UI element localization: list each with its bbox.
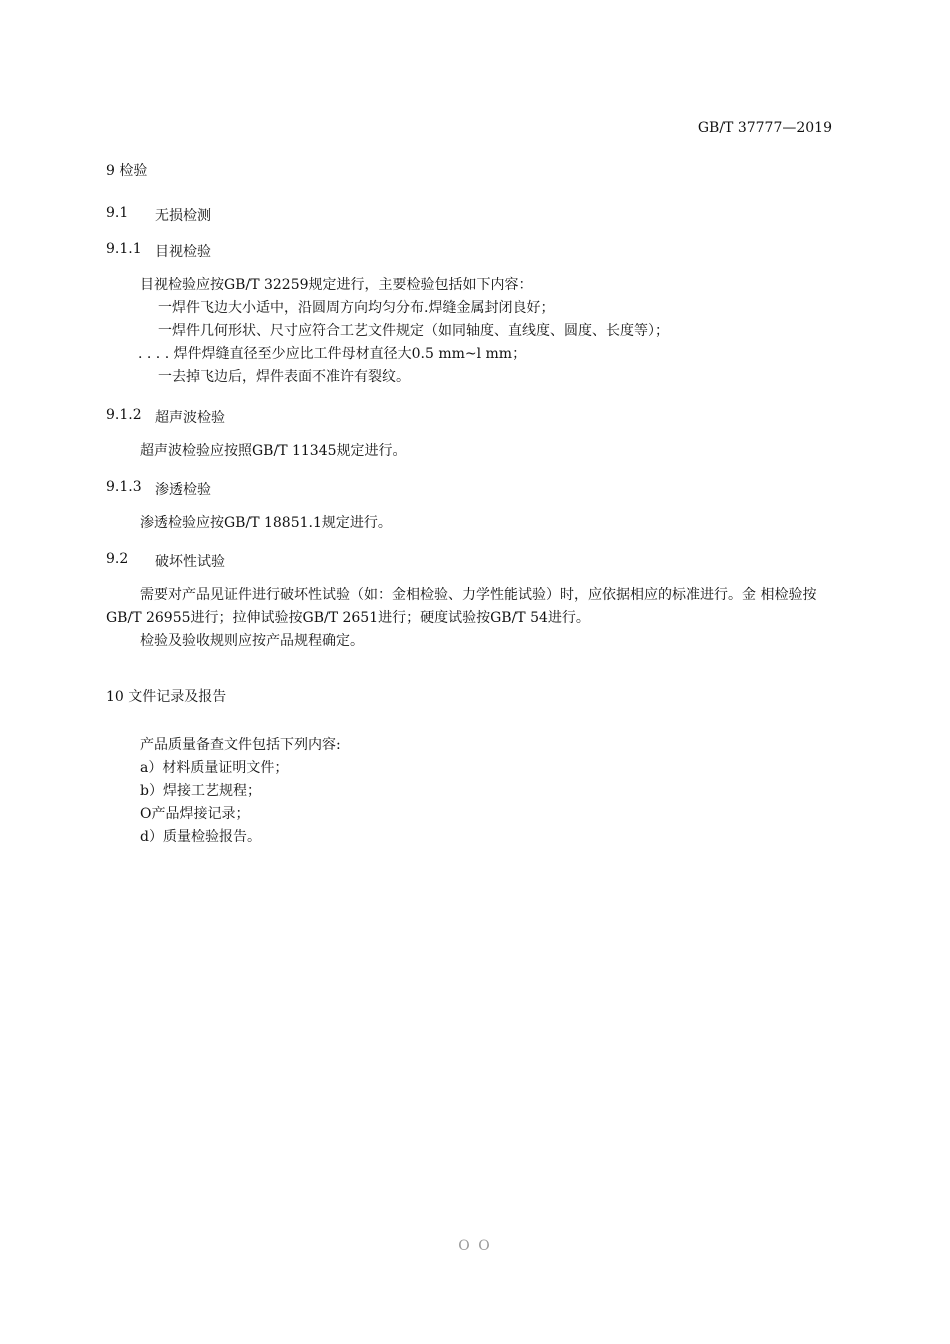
visual-inspection-item: 一去掉飞边后，焊件表面不准许有裂纹。: [158, 369, 410, 385]
page-number-footer: O O: [458, 1238, 492, 1254]
destructive-test-paragraph: 需要对产品见证件进行破坏性试验（如：金相检验、力学性能试验）时，应依据相应的标准进行。金 相检验按GB/T 26955进行；拉伸试验按GB/T 2651进行；硬度试验按GB/T 54进行。: [106, 587, 817, 626]
visual-inspection-item: 一焊件飞边大小适中，沿圆周方向均匀分布.焊缝金属封闭良好；: [158, 300, 555, 316]
section-9-1-title: 无损检测: [155, 208, 211, 224]
section-9-title: 9 检验: [106, 163, 148, 179]
records-intro: 产品质量备查文件包括下列内容:: [140, 737, 341, 753]
standard-code-header: GB/T 37777—2019: [697, 120, 832, 136]
acceptance-rule-paragraph: 检验及验收规则应按产品规程确定。: [140, 633, 364, 649]
penetrant-inspection-text: 渗透检验应按GB/T 18851.1规定进行。: [140, 515, 392, 531]
visual-inspection-item: 一焊件几何形状、尺寸应符合工艺文件规定（如同轴度、直线度、圆度、长度等）；: [158, 323, 669, 339]
records-list-item: a）材料质量证明文件；: [140, 760, 289, 776]
section-9-1-number: 9.1: [106, 205, 129, 221]
section-9-1-1-title: 目视检验: [155, 244, 211, 260]
section-9-1-3-title: 渗透检验: [155, 482, 211, 498]
ultrasonic-inspection-text: 超声波检验应按照GB/T 11345规定进行。: [140, 443, 407, 459]
records-list-item: d）质量检验报告。: [140, 829, 261, 845]
section-9-1-2-title: 超声波检验: [155, 410, 225, 426]
section-9-1-2-number: 9.1.2: [106, 407, 142, 423]
records-list-item: O产品焊接记录；: [140, 806, 250, 822]
section-9-1-1-number: 9.1.1: [106, 241, 142, 257]
visual-inspection-item: . . . . 焊件焊缝直径至少应比工件母材直径大0.5 mm~l mm；: [138, 346, 527, 362]
section-9-2-number: 9.2: [106, 551, 129, 567]
section-9-2-title: 破坏性试验: [155, 554, 225, 570]
section-9-1-3-number: 9.1.3: [106, 479, 142, 495]
section-10-title: 10 文件记录及报告: [106, 689, 227, 705]
records-list-item: b）焊接工艺规程；: [140, 783, 261, 799]
visual-inspection-intro: 目视检验应按GB/T 32259规定进行，主要检验包括如下内容：: [140, 277, 533, 293]
